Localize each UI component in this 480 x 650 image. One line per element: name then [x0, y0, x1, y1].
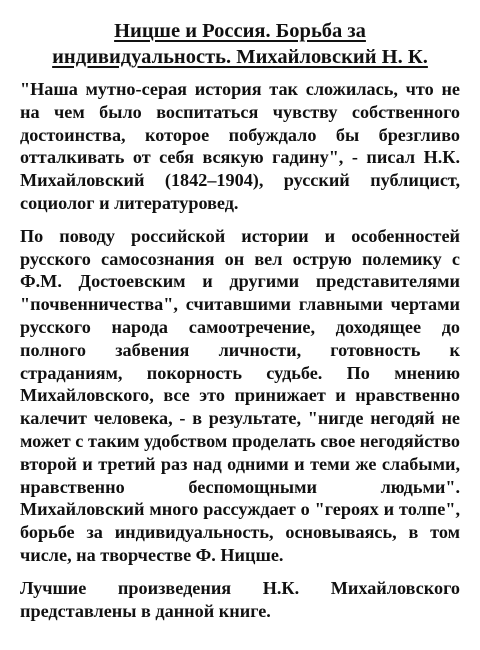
paragraph-polemic: По поводу российской истории и особенностей русского самосознания он вел острую полемику с Ф.М. Достоевским и другими представителями "почвенничества", считавшими главными чертами русского народа самоотречение, доходящее до полного забвения личности, готовность к страданиям, покорность судьбе. По мнению Михайловского, все это принижает и нравственно калечит человека, - в результате, "нигде негодяй не может с таким удобством проделать свое негодяйство второй и третий раз над одними и теми же слабыми, нравственно беспомощными людьми". Михайловский много рассуждает о "героях и толпе", борьбе за индивидуальность, основываясь, в том числе, на творчестве Ф. Ницше.: [20, 225, 460, 565]
page-title: [20, 18, 460, 70]
book-description: [20, 18, 460, 632]
paragraph-quote: "Наша мутно-серая история так сложилась, что не на чем было воспитаться чувству собственного достоинства, которое побуждало бы брезгливо отталкивать от себя всякую гадину", - писал Н.К. Михайловский (1842–1904), русский публицист, социолог и литературовед.: [20, 79, 460, 213]
title-line-1: Ницше и Россия. Борьба за: [114, 20, 366, 42]
paragraph-closing: Лучшие произведения Н.К. Михайловского представлены в данной книге.: [20, 577, 460, 621]
title-line-2: индивидуальность. Михайловский Н. К.: [52, 46, 428, 68]
